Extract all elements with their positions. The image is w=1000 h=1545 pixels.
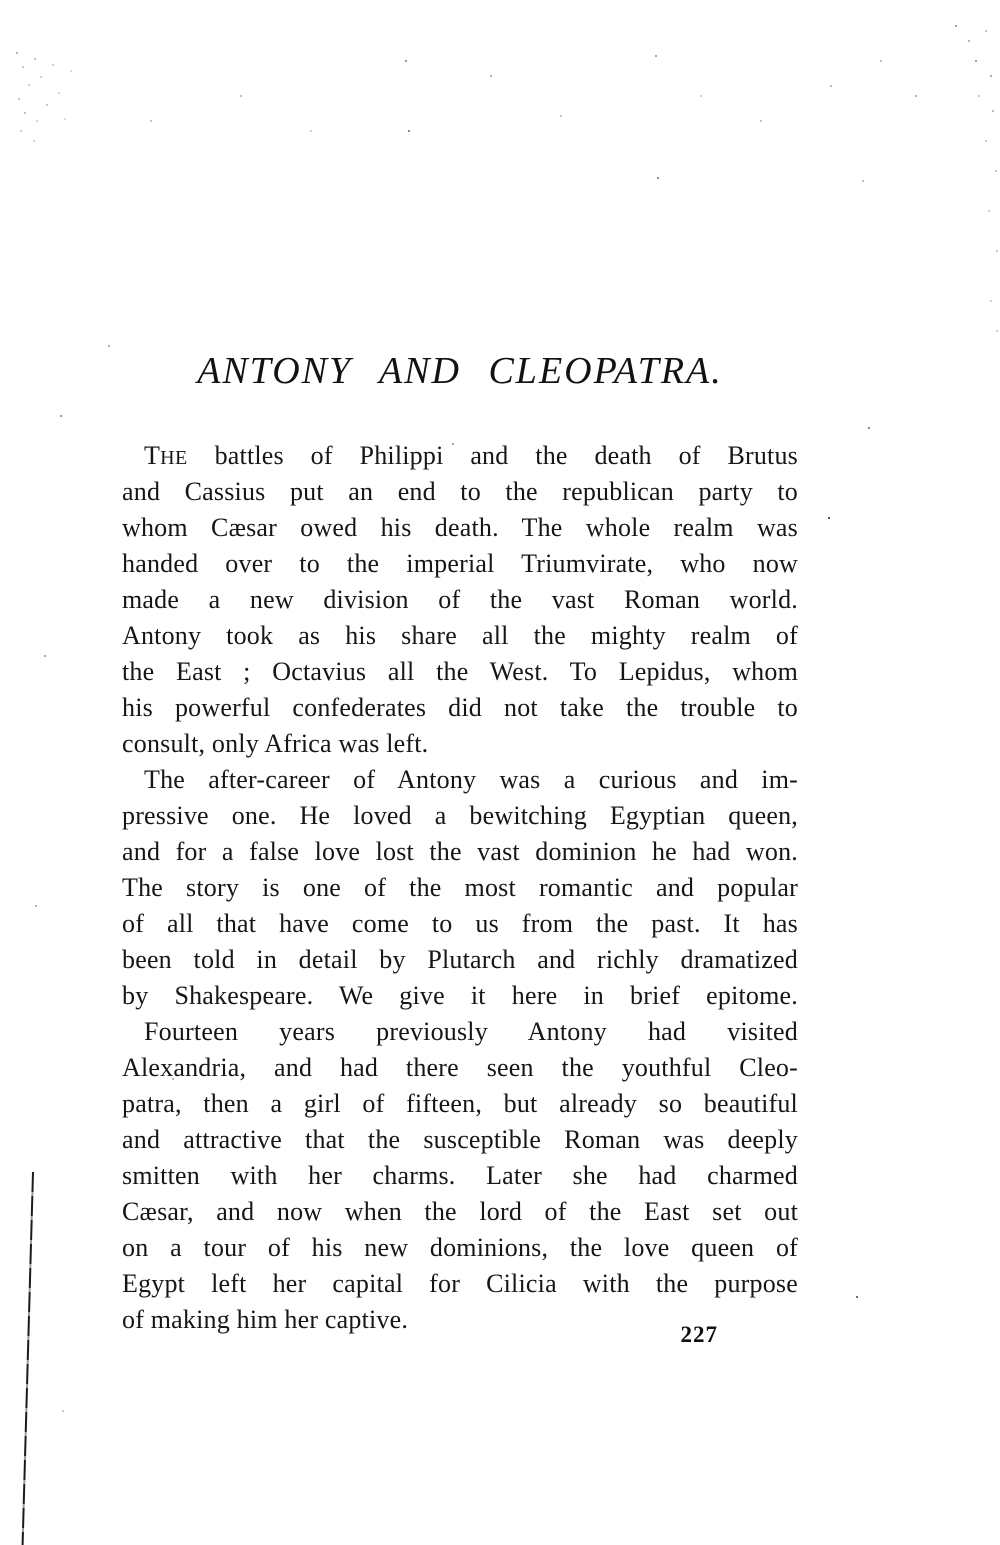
paragraph	[122, 762, 798, 1014]
lead-capital: T	[144, 441, 161, 470]
paragraph	[122, 1014, 798, 1338]
text-line: pressive one. He loved a bewitching Egyptian queen,	[122, 801, 798, 830]
text-line: Egypt left her capital for Cilicia with the purpose	[122, 1269, 798, 1298]
text-line: patra, then a girl of fifteen, but already so beautiful	[122, 1089, 798, 1118]
text-line: THE battles of Philippi and the death of Brutus	[144, 441, 798, 470]
scan-edge-line	[22, 1172, 34, 1545]
text-line: his powerful confederates did not take the trouble to	[122, 693, 798, 722]
text-line: been told in detail by Plutarch and richly dramatized	[122, 945, 798, 974]
text-line: handed over to the imperial Triumvirate, who now	[122, 549, 798, 578]
text-block	[122, 438, 798, 1338]
page-number: 227	[680, 1322, 718, 1347]
text-line: and Cassius put an end to the republican party to	[122, 477, 798, 506]
text-line: The after-career of Antony was a curious and im-	[144, 765, 798, 794]
text-line: and attractive that the susceptible Roman was deeply	[122, 1125, 798, 1154]
text-line: smitten with her charms. Later she had charmed	[122, 1161, 798, 1190]
text-line: The story is one of the most romantic and popular	[122, 873, 798, 902]
text-line: Cæsar, and now when the lord of the East set out	[122, 1197, 798, 1226]
chapter-title: ANTONY AND CLEOPATRA.	[197, 350, 723, 392]
text-line: of all that have come to us from the past. It has	[122, 909, 798, 938]
text-line: by Shakespeare. We give it here in brief epitome.	[122, 981, 798, 1010]
text-line: of making him her captive.	[122, 1305, 409, 1334]
text-line: whom Cæsar owed his death. The whole realm was	[122, 513, 798, 542]
scan-noise-speckles	[0, 0, 2, 2]
text-line: the East ; Octavius all the West. To Lepidus, whom	[122, 657, 798, 686]
text-line: Antony took as his share all the mighty realm of	[122, 621, 798, 650]
paragraph	[122, 438, 798, 762]
text-line: Alexandria, and had there seen the youthful Cleo-	[122, 1053, 798, 1082]
text-line: consult, only Africa was left.	[122, 729, 429, 758]
text-line: Fourteen years previously Antony had visited	[144, 1017, 798, 1046]
text-line: made a new division of the vast Roman world.	[122, 585, 798, 614]
text-line: on a tour of his new dominions, the love queen of	[122, 1233, 798, 1262]
lead-small-caps: HE	[160, 447, 188, 469]
text-line: and for a false love lost the vast dominion he had won.	[122, 837, 798, 866]
